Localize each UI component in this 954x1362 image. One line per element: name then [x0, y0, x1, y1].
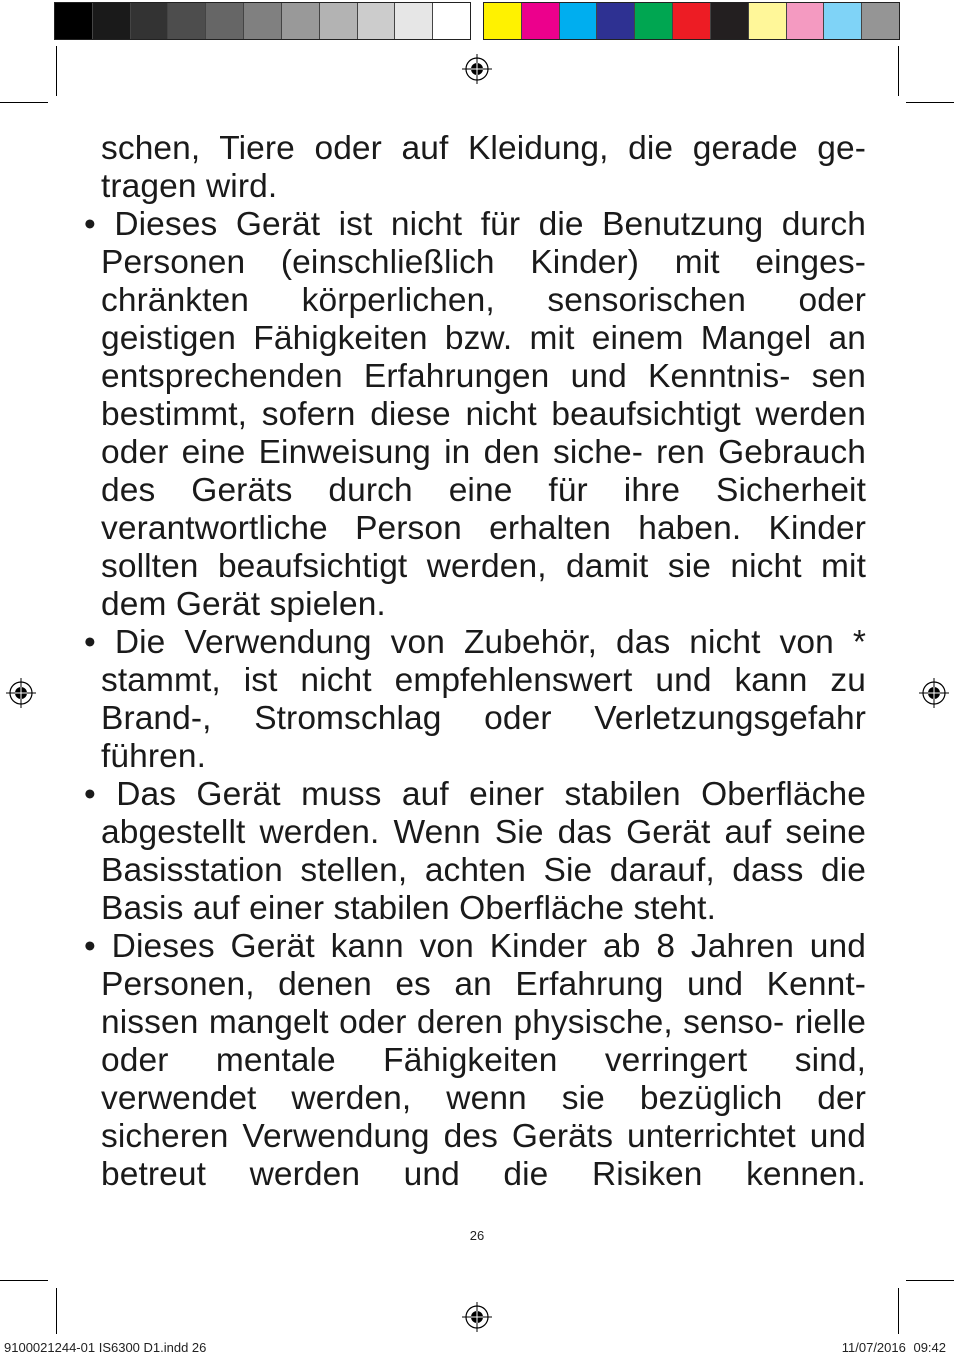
color-swatch	[522, 3, 560, 39]
color-swatch	[484, 3, 522, 39]
color-swatch	[673, 3, 711, 39]
color-swatch	[635, 3, 673, 39]
gray-swatch	[244, 3, 282, 39]
color-calibration-bar	[54, 2, 900, 40]
crop-mark	[906, 102, 954, 103]
gray-swatch	[168, 3, 206, 39]
page-number: 26	[469, 1228, 485, 1243]
crop-mark	[0, 102, 48, 103]
registration-mark-icon	[462, 54, 492, 84]
color-swatch	[560, 3, 598, 39]
slug-file-name: 9100021244-01 IS6300 D1.indd 26	[4, 1340, 207, 1355]
crop-mark	[56, 46, 57, 96]
crop-mark	[0, 1280, 48, 1281]
bullet-paragraph: • Die Verwendung von Zubehör, das nicht von * stammt, ist nicht empfehlenswert und kann zu Brand-, Stromschlag oder Verletzungsgefahr führen.	[84, 624, 866, 775]
crop-mark	[56, 1288, 57, 1334]
crop-mark	[898, 46, 899, 96]
gray-swatch	[433, 3, 470, 39]
color-swatch-strip	[483, 2, 900, 40]
crop-mark	[898, 1288, 899, 1334]
crop-mark	[906, 1280, 954, 1281]
color-swatch	[597, 3, 635, 39]
bullet-paragraph: • Dieses Gerät ist nicht für die Benutzung durch Personen (einschließlich Kinder) mit einges- chränkten körperlichen, sensorischen oder geistigen Fähigkeiten bzw. mit einem Mangel an entsprechenden Erfahrungen und Kenntnis- sen bestimmt, sofern diese nicht beaufsichtigt werden oder eine Einweisung in den siche- ren Gebrauch des Geräts durch eine für ihre Sicherheit verantwortliche Person erhalten haben. Kinder sollten beaufsichtigt werden, damit sie nicht mit dem Gerät spielen.	[84, 206, 866, 623]
bullet-paragraph: • Dieses Gerät kann von Kinder ab 8 Jahren und Personen, denen es an Erfahrung und Kennt- nissen mangelt oder deren physische, senso- rielle oder mentale Fähigkeiten verringert sind, verwendet werden, wenn sie bezüglich der sicheren Verwendung des Geräts unterrichtet und betreut werden und die Risiken kennen.	[84, 928, 866, 1193]
color-swatch	[711, 3, 749, 39]
registration-mark-icon	[919, 678, 949, 708]
gray-swatch	[93, 3, 131, 39]
gray-swatch	[320, 3, 358, 39]
color-swatch	[862, 3, 899, 39]
registration-mark-icon	[462, 1302, 492, 1332]
gray-swatch	[131, 3, 169, 39]
gray-swatch	[395, 3, 433, 39]
color-swatch	[787, 3, 825, 39]
color-swatch	[824, 3, 862, 39]
paragraph-continuation: schen, Tiere oder auf Kleidung, die gerade ge- tragen wird.	[101, 130, 866, 205]
gray-swatch	[358, 3, 396, 39]
bullet-paragraph: • Das Gerät muss auf einer stabilen Oberfläche abgestellt werden. Wenn Sie das Gerät auf seine Basisstation stellen, achten Sie darauf, dass die Basis auf einer stabilen Oberfläche steht.	[84, 776, 866, 927]
gray-swatch	[55, 3, 93, 39]
color-swatch	[749, 3, 787, 39]
registration-mark-icon	[6, 678, 36, 708]
document-body	[84, 130, 866, 1194]
grayscale-swatch-strip	[54, 2, 471, 40]
gray-swatch	[206, 3, 244, 39]
gray-swatch	[282, 3, 320, 39]
slug-date-time: 11/07/2016 09:42	[841, 1340, 946, 1355]
